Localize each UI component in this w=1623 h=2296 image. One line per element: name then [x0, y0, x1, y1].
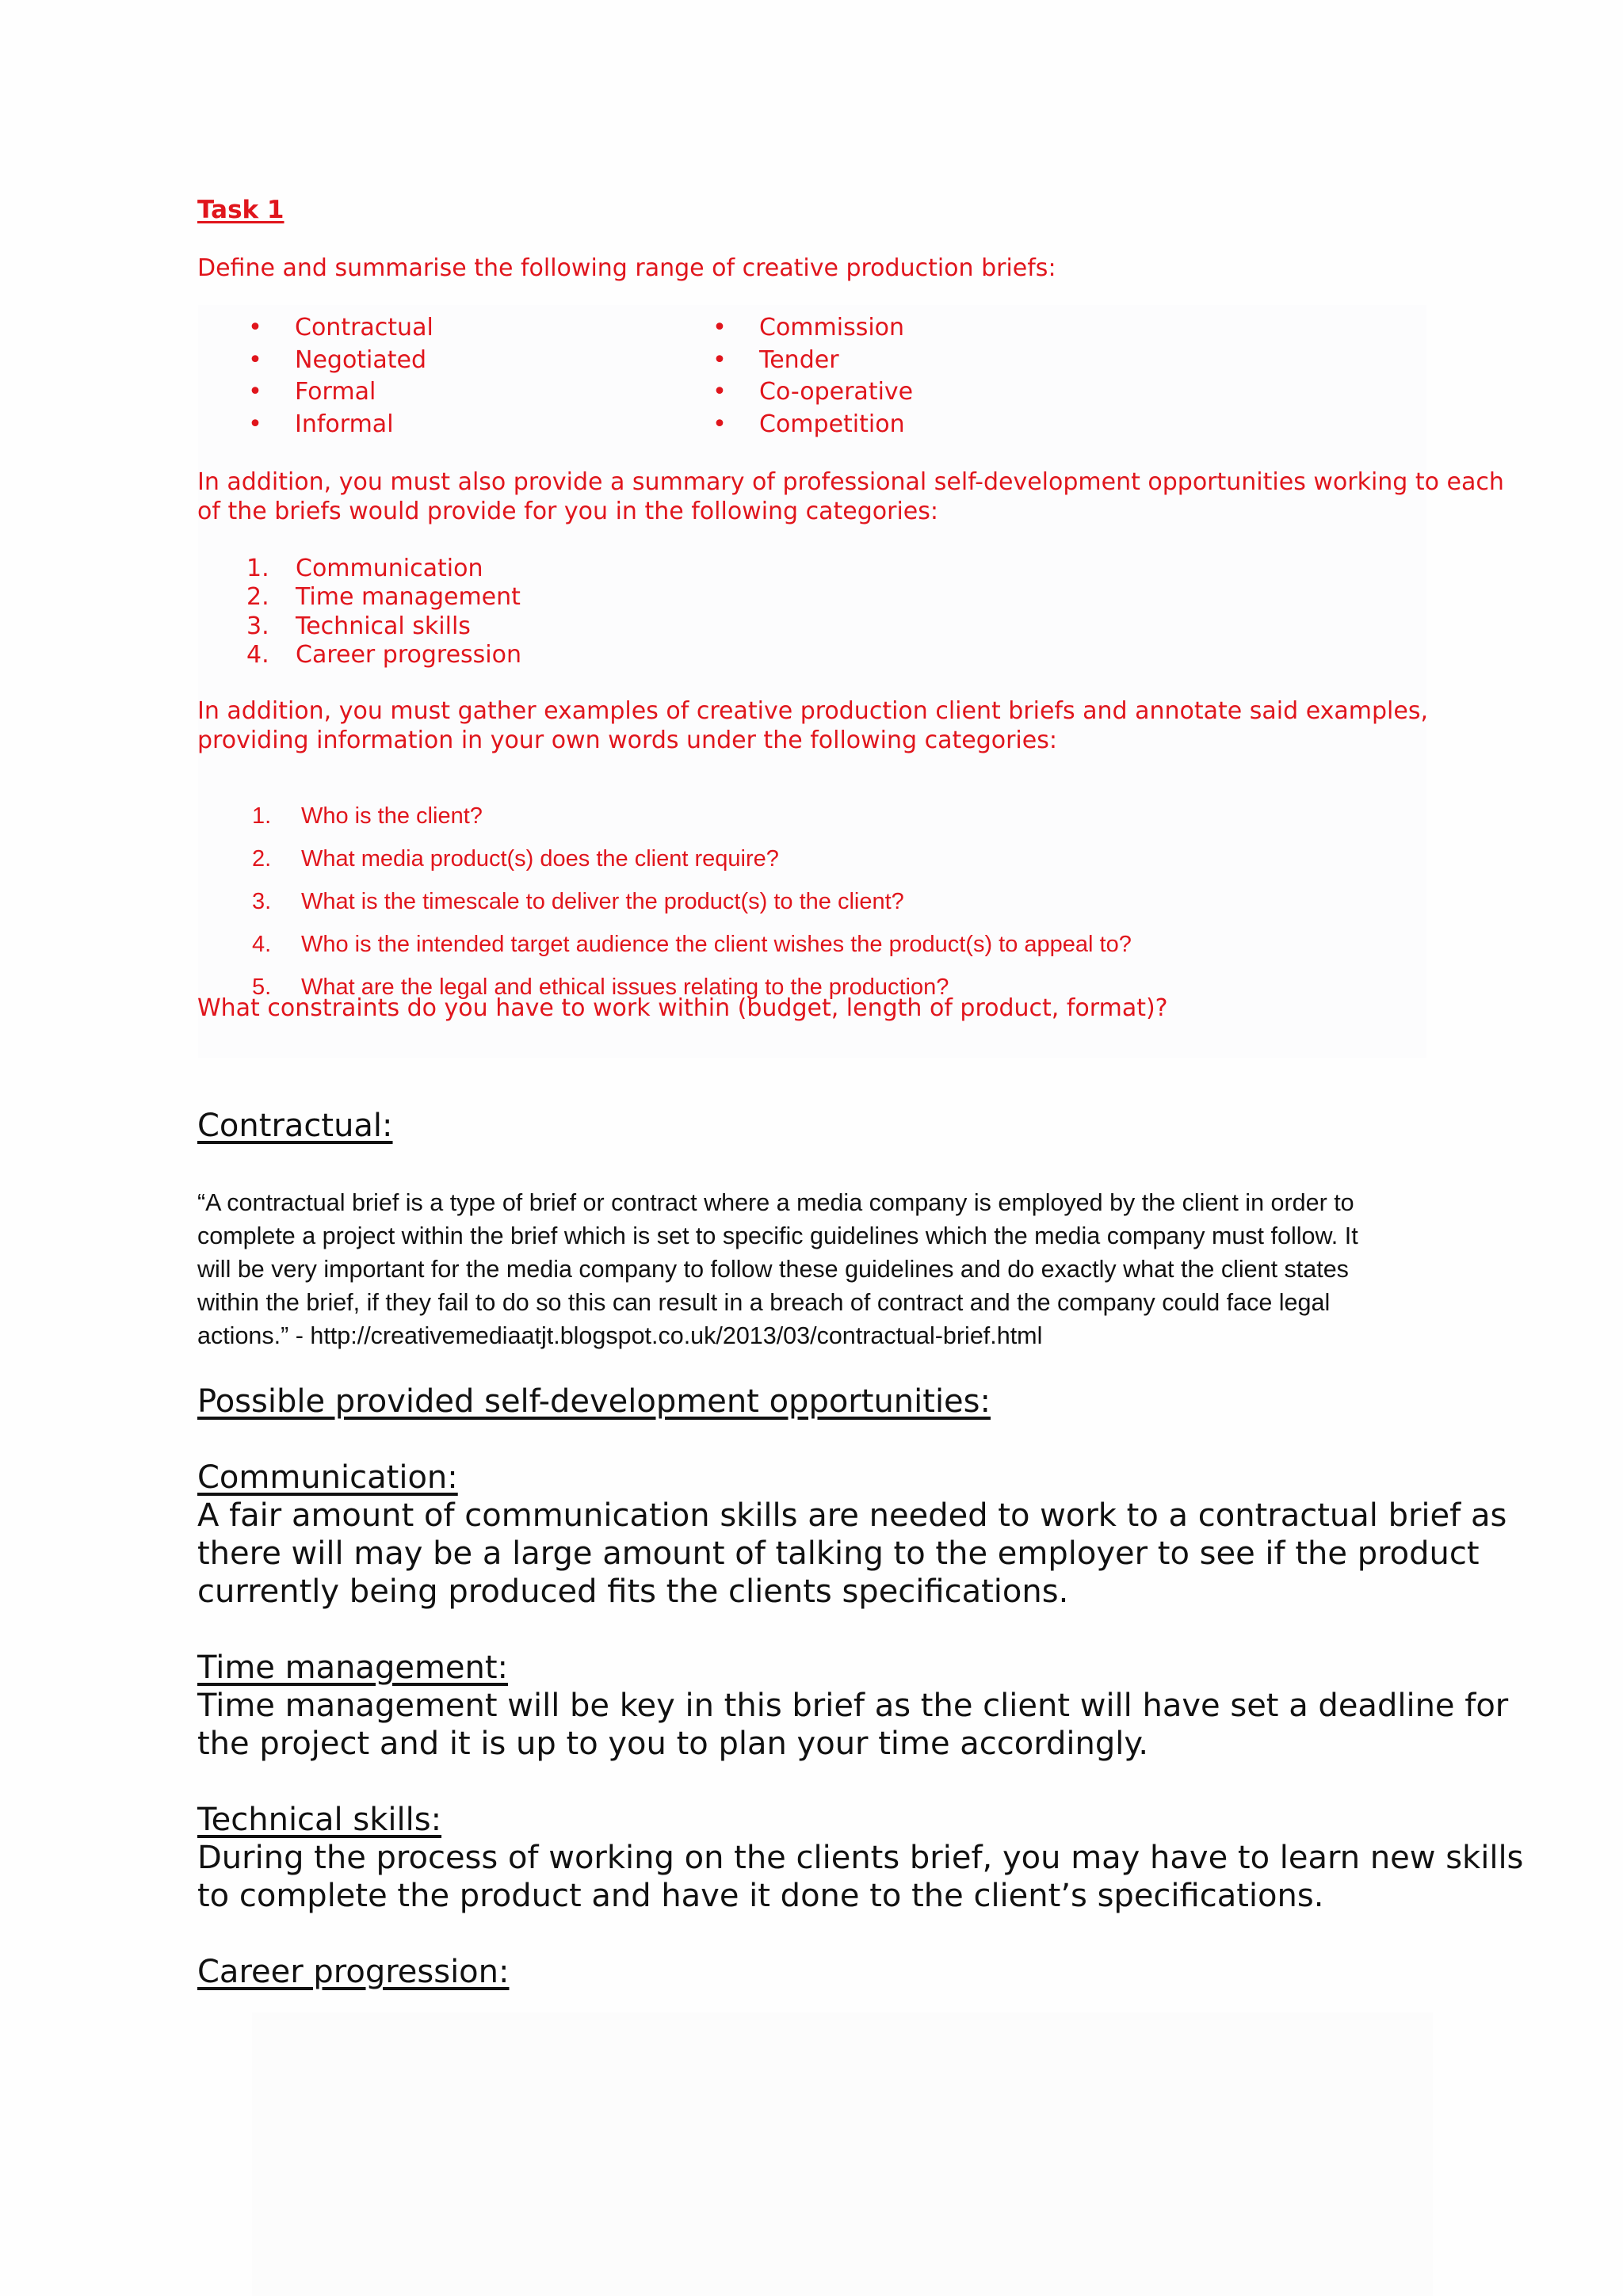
task-intro: Define and summarise the following range of creative production briefs:: [197, 254, 1056, 282]
bullet-icon: •: [248, 378, 262, 406]
communication-heading: Communication:: [197, 1459, 458, 1496]
addition-paragraph-2: In addition, you must gather examples of creative production client briefs and annotate said examples, providing information in your own words under the following categories:: [197, 697, 1429, 754]
bullet-icon: •: [248, 314, 262, 341]
technical-skills-heading: Technical skills:: [197, 1802, 442, 1838]
career-progression-heading: Career progression:: [197, 1954, 510, 1990]
contractual-quote: “A contractual brief is a type of brief or contract where a media company is employed by the client in order to complete a project within the brief which is set to specific guidelines which the media company must follow. It will be very important for the media company to follow these guidelines and do exactly what the client states within the brief, if they fail to do so this can result in a breach of contract and the company could face legal actions.” - http://creativemediaatjt.blogspot.co.uk/2013/03/contractual-brief.html: [197, 1189, 1358, 1349]
constraints-question: What constraints do you have to work within (budget, length of product, format)?: [197, 994, 1168, 1022]
time-management-body: Time management will be key in this brief as the client will have set a deadline for the project and it is up to you to plan your time accordingly.: [197, 1688, 1509, 1762]
footer-background-panel: [252, 2012, 1433, 2296]
bullet-icon: •: [248, 410, 262, 438]
time-management-heading: Time management:: [197, 1650, 509, 1686]
document-page: Task 1 Define and summarise the following range of creative production briefs: • Contractual • Negotiated • Formal • Informal • Commission • Tender • Co-operative • Competition In addition, you must also provide a summary of professional self-development opportunities working to each of the briefs would provide for you in the following categories: 1. Communication 2. Time management 3. Technical skills 4. Career progression In addition, you must gather examples of creative production client briefs and annotate said examples, providing information in your own words under the following categories: 1. Who is the client? 2. What media product(s) does the client require? 3. What is the timescale to deliver the product(s) to the client? 4. Who is the intended target audience the client wishes the product(s) to appeal to? 5. What are the legal and ethical issues relating to the production? What constraints do you have to work within (budget, length of product, format)? Contractual: “A contractual brief is a type of brief or contract where a media company is employed by the client in order to complete a project within the brief which is set to specific guidelines which the media company must follow. It will be very important for the media company to follow these guidelines and do exactly what the client states within the brief, if they fail to do so this can result in a breach of contract and the company could face legal actions.” - http://creativemediaatjt.blogspot.co.uk/2013/03/contractual-brief.html Possible provided self-development opportunities: Communication: A fair amount of communication skills are needed to work to a contractual brief as there will may be a large amount of talking to the employer to see if the product currently being produced fits the clients specifications. Time management: Time management will be key in this brief as the client will have set a deadline for the project and it is up to you to plan your time accordingly. Technical skills: During the process of working on the clients brief, you may have to learn new skills to complete the product and have it done to the client’s specifications. Career progression:: [0, 0, 1623, 2296]
communication-body: A fair amount of communication skills are needed to work to a contractual brief as there will may be a large amount of talking to the employer to see if the product currently being produced fits the clients specifications.: [197, 1497, 1507, 1610]
task-title: Task 1: [197, 196, 285, 224]
bullet-icon: •: [712, 410, 727, 438]
addition-paragraph-1: In addition, you must also provide a summary of professional self-development opportunities working to each of the briefs would provide for you in the following categories:: [197, 468, 1504, 525]
bullet-icon: •: [712, 345, 727, 374]
opportunities-heading: Possible provided self-development opportunities:: [197, 1383, 991, 1420]
bullet-icon: •: [712, 378, 727, 406]
bullet-icon: •: [248, 345, 262, 374]
technical-skills-body: During the process of working on the clients brief, you may have to learn new skills to complete the product and have it done to the client’s specifications.: [197, 1840, 1524, 1914]
contractual-heading: Contractual:: [197, 1108, 393, 1144]
bullet-icon: •: [712, 314, 727, 341]
